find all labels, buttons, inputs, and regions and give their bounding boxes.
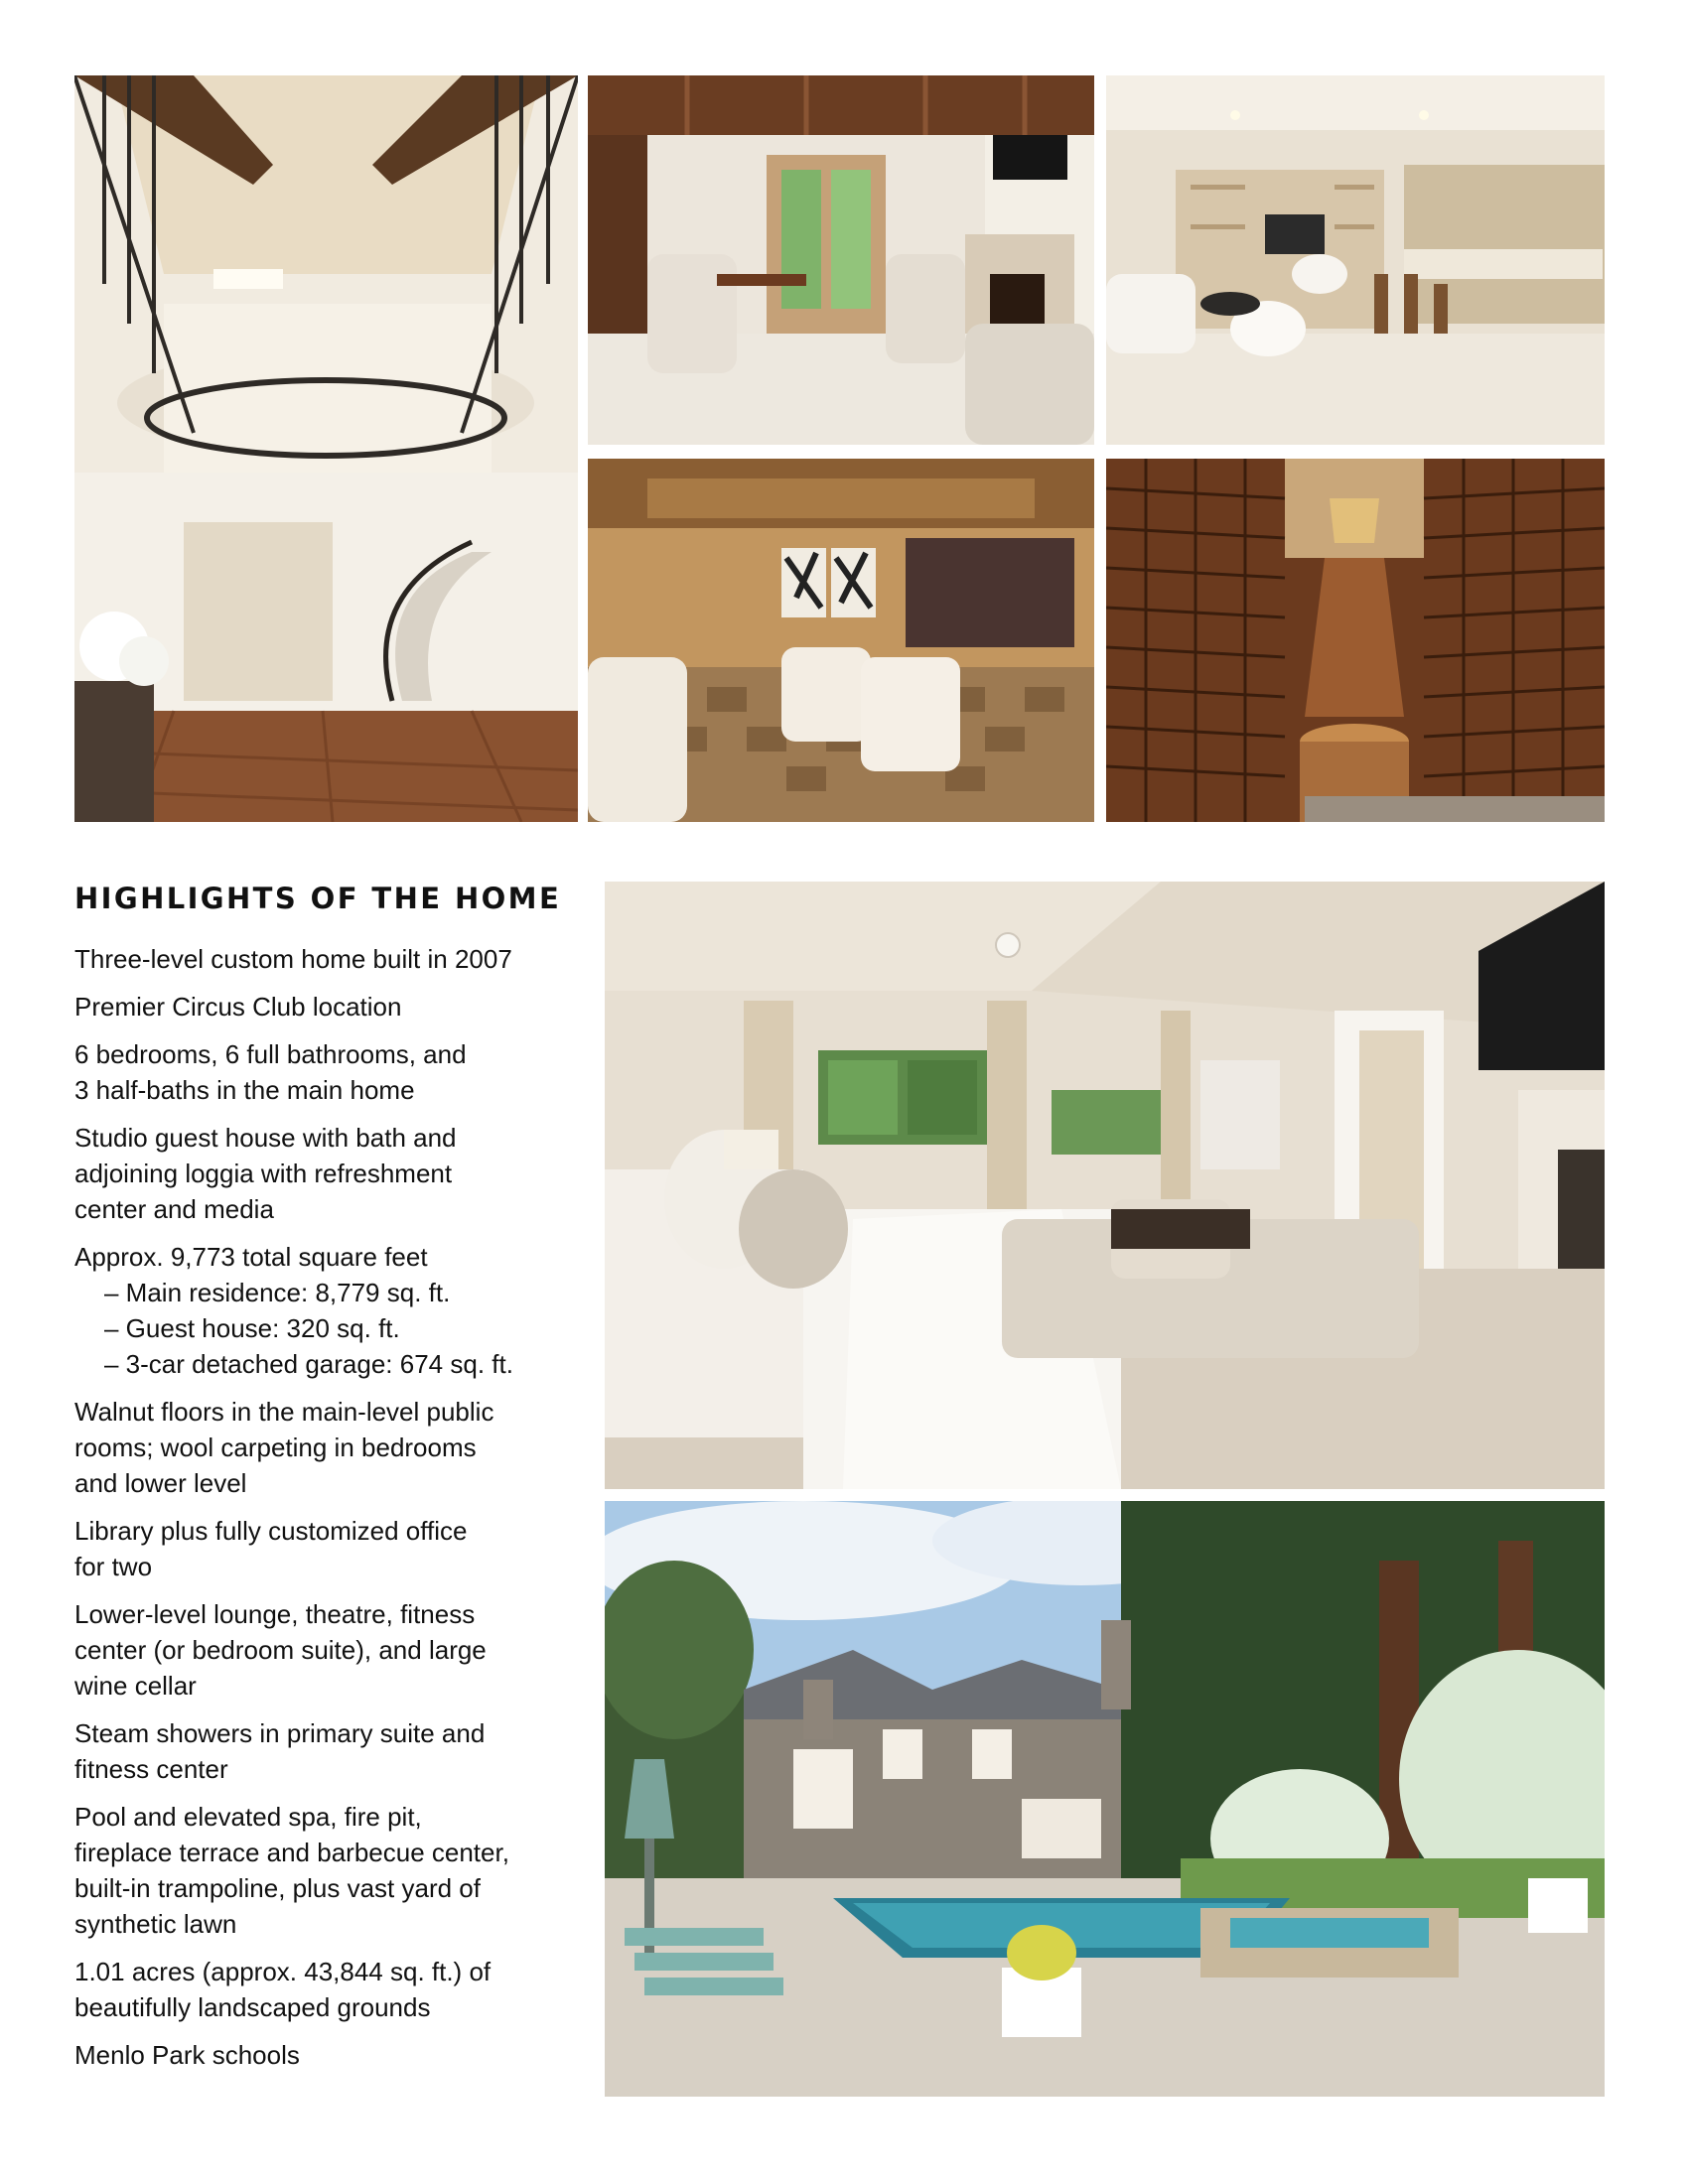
- highlight-line: Pool and elevated spa, fire pit,: [74, 1802, 422, 1832]
- highlight-subitem: – 3-car detached garage: 674 sq. ft.: [104, 1349, 513, 1379]
- highlight-line: adjoining loggia with refreshment: [74, 1159, 453, 1188]
- highlight-line: Steam showers in primary suite and: [74, 1718, 486, 1748]
- highlight-line: synthetic lawn: [74, 1909, 237, 1939]
- photo-foyer-staircase: [74, 75, 578, 822]
- highlight-subitem: – Guest house: 320 sq. ft.: [104, 1313, 400, 1343]
- highlight-line: Studio guest house with bath and: [74, 1123, 457, 1153]
- highlight-item: [74, 941, 591, 977]
- photo-wine-cellar: [1106, 459, 1605, 822]
- highlight-line: Walnut floors in the main-level public: [74, 1397, 494, 1427]
- photo-theatre: [588, 459, 1094, 822]
- photo-primary-bedroom: [605, 882, 1605, 1489]
- highlight-line: 6 bedrooms, 6 full bathrooms, and: [74, 1039, 467, 1069]
- highlight-item: [74, 1120, 591, 1227]
- highlight-line: Lower-level lounge, theatre, fitness: [74, 1599, 476, 1629]
- highlight-subitem: – Main residence: 8,779 sq. ft.: [104, 1278, 451, 1307]
- highlight-line: built-in trampoline, plus vast yard of: [74, 1873, 481, 1903]
- photo-lounge-bar: [1106, 75, 1605, 445]
- highlight-item: [74, 1394, 591, 1501]
- photo-exterior-pool: [605, 1501, 1605, 2097]
- highlight-line: center (or bedroom suite), and large: [74, 1635, 487, 1665]
- highlights-section: [74, 882, 591, 2085]
- highlight-line: 1.01 acres (approx. 43,844 sq. ft.) of: [74, 1957, 492, 1986]
- highlight-line: center and media: [74, 1194, 274, 1224]
- highlight-item: [74, 1954, 591, 2025]
- highlight-line: Premier Circus Club location: [74, 992, 402, 1022]
- highlight-line: fireplace terrace and barbecue center,: [74, 1838, 509, 1867]
- highlight-item: [74, 1513, 591, 1584]
- highlight-item: [74, 1715, 591, 1787]
- highlight-item: [74, 1036, 591, 1108]
- highlights-list: [74, 941, 591, 2073]
- highlight-item: [74, 1239, 591, 1382]
- highlight-line: for two: [74, 1552, 153, 1581]
- highlight-item: [74, 2037, 591, 2073]
- highlight-line: beautifully landscaped grounds: [74, 1992, 431, 2022]
- highlight-line: Library plus fully customized office: [74, 1516, 468, 1546]
- highlight-line: Approx. 9,773 total square feet: [74, 1242, 428, 1272]
- highlight-item: [74, 1799, 591, 1942]
- highlight-line: and lower level: [74, 1468, 247, 1498]
- highlight-item: [74, 1596, 591, 1704]
- highlight-item: [74, 989, 591, 1024]
- highlight-line: Menlo Park schools: [74, 2040, 300, 2070]
- highlight-line: rooms; wool carpeting in bedrooms: [74, 1433, 477, 1462]
- highlight-line: wine cellar: [74, 1671, 197, 1701]
- highlights-heading: HIGHLIGHTS OF THE HOME: [74, 882, 562, 915]
- photo-library: [588, 75, 1094, 445]
- highlight-line: 3 half-baths in the main home: [74, 1075, 415, 1105]
- highlight-line: Three-level custom home built in 2007: [74, 944, 512, 974]
- highlight-line: fitness center: [74, 1754, 228, 1784]
